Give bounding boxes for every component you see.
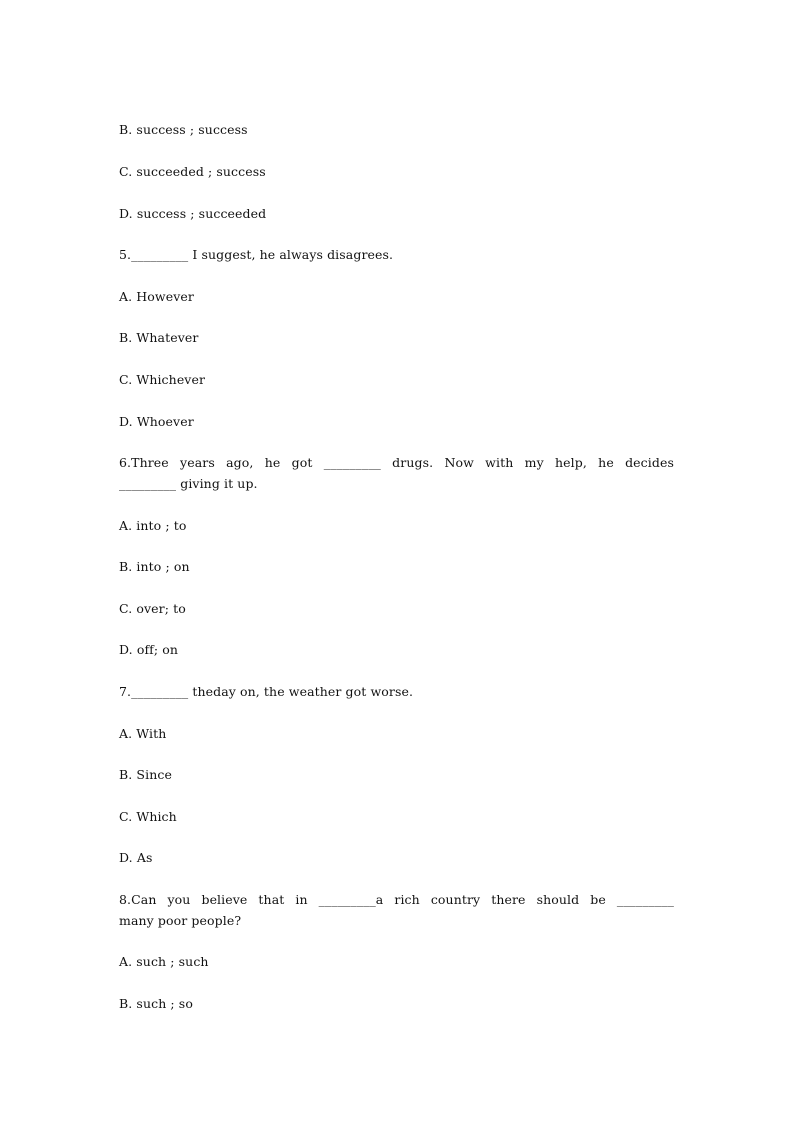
q4-option-d: D. success ; succeeded <box>119 206 267 221</box>
q6-option-b: B. into ; on <box>119 559 190 574</box>
q5-option-d: D. Whoever <box>119 414 194 429</box>
question-5: 5._________ I suggest, he always disagrees. <box>119 247 394 262</box>
q8-option-b: B. such ; so <box>119 996 193 1011</box>
q7-option-c: C. Which <box>119 809 177 824</box>
q7-option-a: A. With <box>119 726 167 741</box>
q4-option-b: B. success ; success <box>119 122 248 137</box>
q5-option-b: B. Whatever <box>119 330 199 345</box>
q5-option-a: A. However <box>119 289 194 304</box>
question-6-line-2: _________ giving it up. <box>119 476 258 491</box>
q7-option-b: B. Since <box>119 767 172 782</box>
q8-option-a: A. such ; such <box>119 954 209 969</box>
q6-option-c: C. over; to <box>119 601 186 616</box>
q4-option-c: C. succeeded ; success <box>119 164 266 179</box>
q5-option-c: C. Whichever <box>119 372 206 387</box>
question-7: 7._________ theday on, the weather got worse. <box>119 684 414 699</box>
q6-option-d: D. off; on <box>119 642 179 657</box>
question-8-line-1: 8.Can you believe that in _________a rich country there should be _________ <box>119 892 674 907</box>
question-8-line-2: many poor people? <box>119 913 242 928</box>
q6-option-a: A. into ; to <box>119 518 187 533</box>
q7-option-d: D. As <box>119 850 153 865</box>
question-6-line-1: 6.Three years ago, he got _________ drugs. Now with my help, he decides <box>119 455 674 470</box>
